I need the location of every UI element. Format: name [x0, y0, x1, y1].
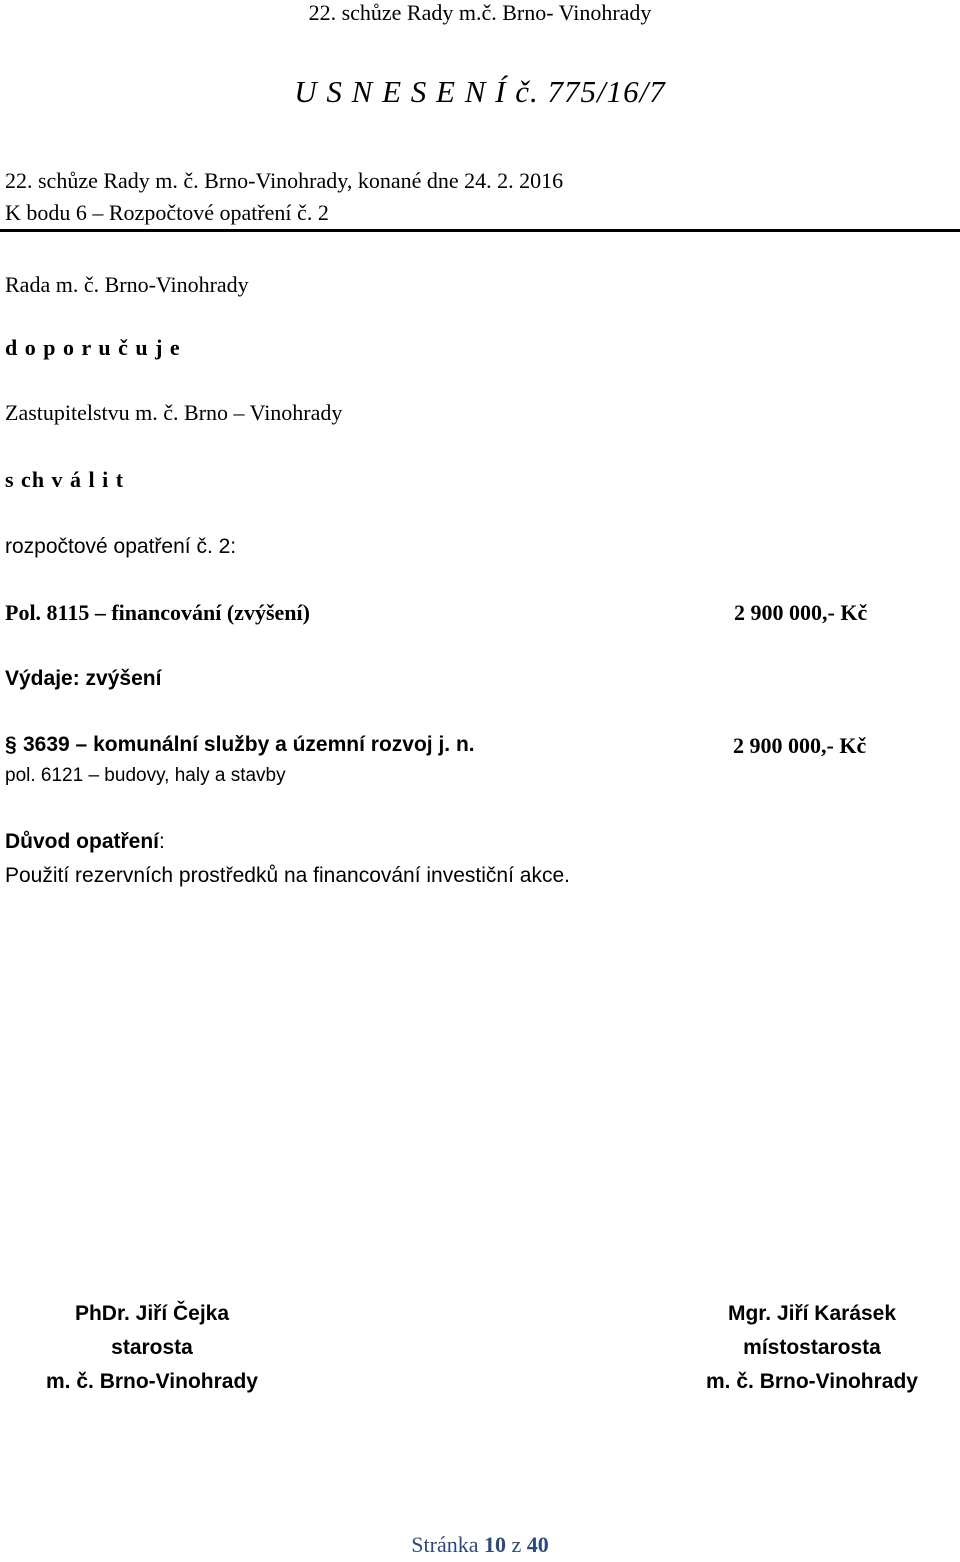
item-line: pol. 6121 – budovy, haly a stavby	[5, 765, 286, 786]
signatory-name: PhDr. Jiří Čejka	[74, 1302, 230, 1325]
page-word: Stránka	[411, 1532, 479, 1557]
resolution-title: U S N E S E N Í č. 775/16/7	[294, 74, 666, 109]
paragraph-sign: §	[5, 733, 17, 756]
reason-label	[5, 830, 165, 854]
council-line: Rada m. č. Brno-Vinohrady	[5, 272, 249, 297]
financing-item-label: Pol. 8115 – financování (zvýšení)	[5, 600, 310, 625]
signatory-name: Mgr. Jiří Karásek	[727, 1302, 897, 1325]
page-current: 10	[483, 1532, 506, 1557]
meeting-line: 22. schůze Rady m. č. Brno-Vinohrady, konané dne 24. 2. 2016	[5, 168, 564, 193]
reason-text: Použití rezervních prostředků na financování investiční akce.	[5, 864, 570, 887]
reason-label-colon: :	[159, 830, 165, 853]
header-top-line: 22. schůze Rady m.č. Brno- Vinohrady	[308, 0, 652, 25]
horizontal-rule	[0, 229, 960, 232]
approve-heading: s ch v á l i t	[5, 467, 125, 492]
financing-item-amount: 2 900 000,- Kč	[734, 600, 868, 625]
paragraph-line	[5, 733, 475, 757]
signatory-role: starosta	[111, 1336, 193, 1359]
agenda-line: K bodu 6 – Rozpočtové opatření č. 2	[5, 200, 329, 225]
recommends-heading: d o p o r u č u j e	[5, 335, 181, 360]
expenses-label: Výdaje: zvýšení	[5, 667, 162, 690]
signatory-role: místostarosta	[743, 1336, 881, 1359]
reason-label-text: Důvod opatření	[5, 830, 160, 853]
signature-block-right	[672, 1297, 952, 1399]
of-word: z	[511, 1532, 522, 1557]
page-footer	[0, 1532, 960, 1558]
paragraph-amount: 2 900 000,- Kč	[733, 733, 867, 758]
signatory-org: m. č. Brno-Vinohrady	[46, 1370, 258, 1393]
signature-block-left	[12, 1297, 292, 1399]
page-total: 40	[526, 1532, 549, 1557]
paragraph-text: 3639 – komunální služby a územní rozvoj j. n.	[23, 733, 475, 756]
assembly-line: Zastupitelstvu m. č. Brno – Vinohrady	[5, 400, 343, 425]
signatory-org: m. č. Brno-Vinohrady	[706, 1370, 918, 1393]
budget-measure-title: rozpočtové opatření č. 2:	[5, 535, 237, 558]
